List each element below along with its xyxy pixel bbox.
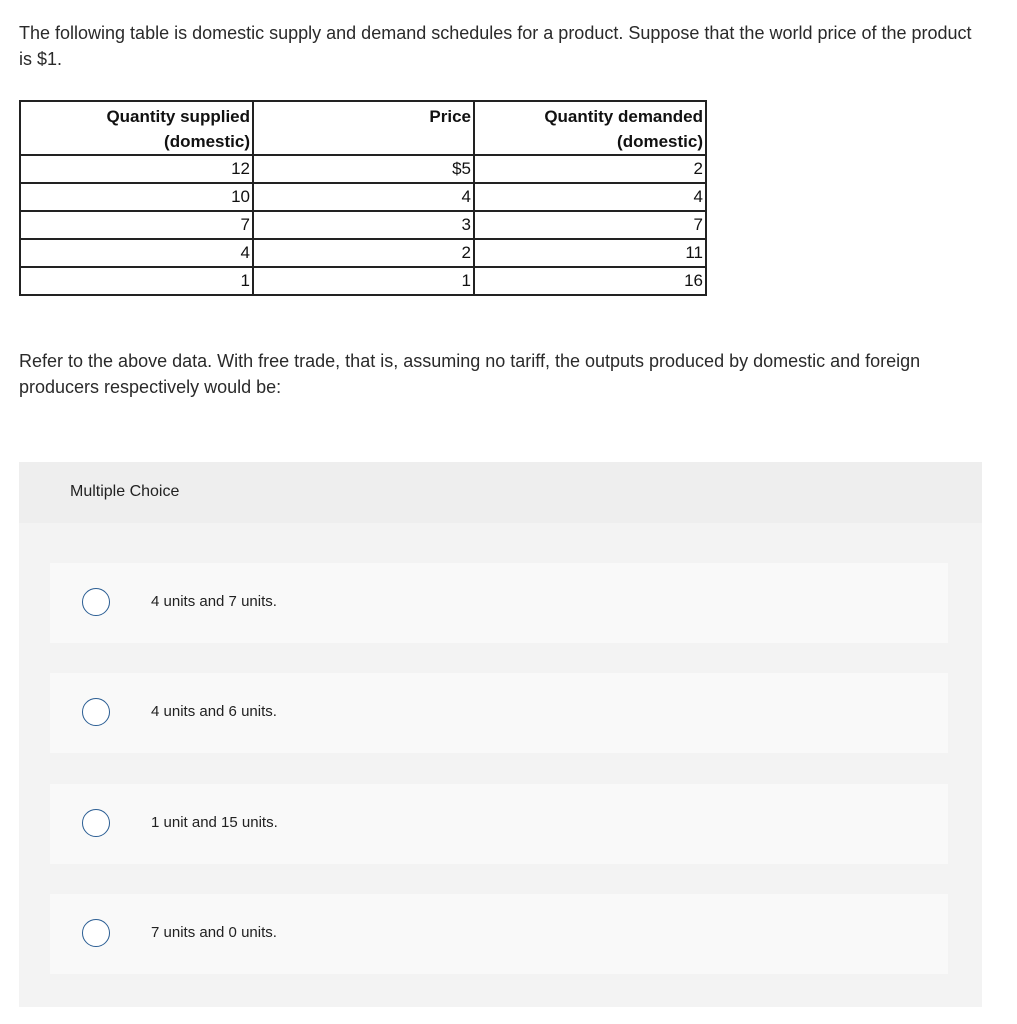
header-price: Price [253,101,474,155]
choices-list [19,523,982,1007]
choice-label: 4 units and 6 units. [151,703,277,720]
cell-price: $5 [253,155,474,183]
header-quantity-supplied: Quantity supplied (domestic) [20,101,253,155]
radio-icon[interactable] [82,919,110,947]
cell-supplied: 12 [20,155,253,183]
radio-icon[interactable] [82,588,110,616]
cell-demanded: 16 [474,267,706,295]
choice-option-4[interactable] [50,894,948,974]
table-row [20,183,706,211]
choice-label: 4 units and 7 units. [151,593,277,610]
cell-supplied: 10 [20,183,253,211]
table-row [20,155,706,183]
intro-text: The following table is domestic supply and demand schedules for a product. Suppose that the world price of the product is $1. [19,23,972,69]
cell-demanded: 7 [474,211,706,239]
header-quantity-demanded: Quantity demanded (domestic) [544,107,703,151]
table-row [20,267,706,295]
cell-supplied: 1 [20,267,253,295]
multiple-choice-header: Multiple Choice [19,462,982,523]
choice-label: 1 unit and 15 units. [151,814,278,831]
table-row [20,239,706,267]
choice-label: 7 units and 0 units. [151,924,277,941]
cell-price: 2 [253,239,474,267]
choice-option-2[interactable] [50,673,948,753]
radio-icon[interactable] [82,698,110,726]
cell-price: 4 [253,183,474,211]
cell-price: 1 [253,267,474,295]
cell-demanded: 11 [474,239,706,267]
cell-supplied: 7 [20,211,253,239]
radio-icon[interactable] [82,809,110,837]
multiple-choice-panel [19,462,982,1007]
table-row [20,211,706,239]
table-header-row [20,101,706,155]
cell-price: 3 [253,211,474,239]
cell-demanded: 4 [474,183,706,211]
choice-option-3[interactable] [50,784,948,864]
choice-option-1[interactable] [50,563,948,643]
supply-demand-table [19,100,707,296]
cell-supplied: 4 [20,239,253,267]
question-text: Refer to the above data. With free trade, that is, assuming no tariff, the outputs produced by domestic and foreign producers respectively would be: [19,351,921,397]
cell-demanded: 2 [474,155,706,183]
